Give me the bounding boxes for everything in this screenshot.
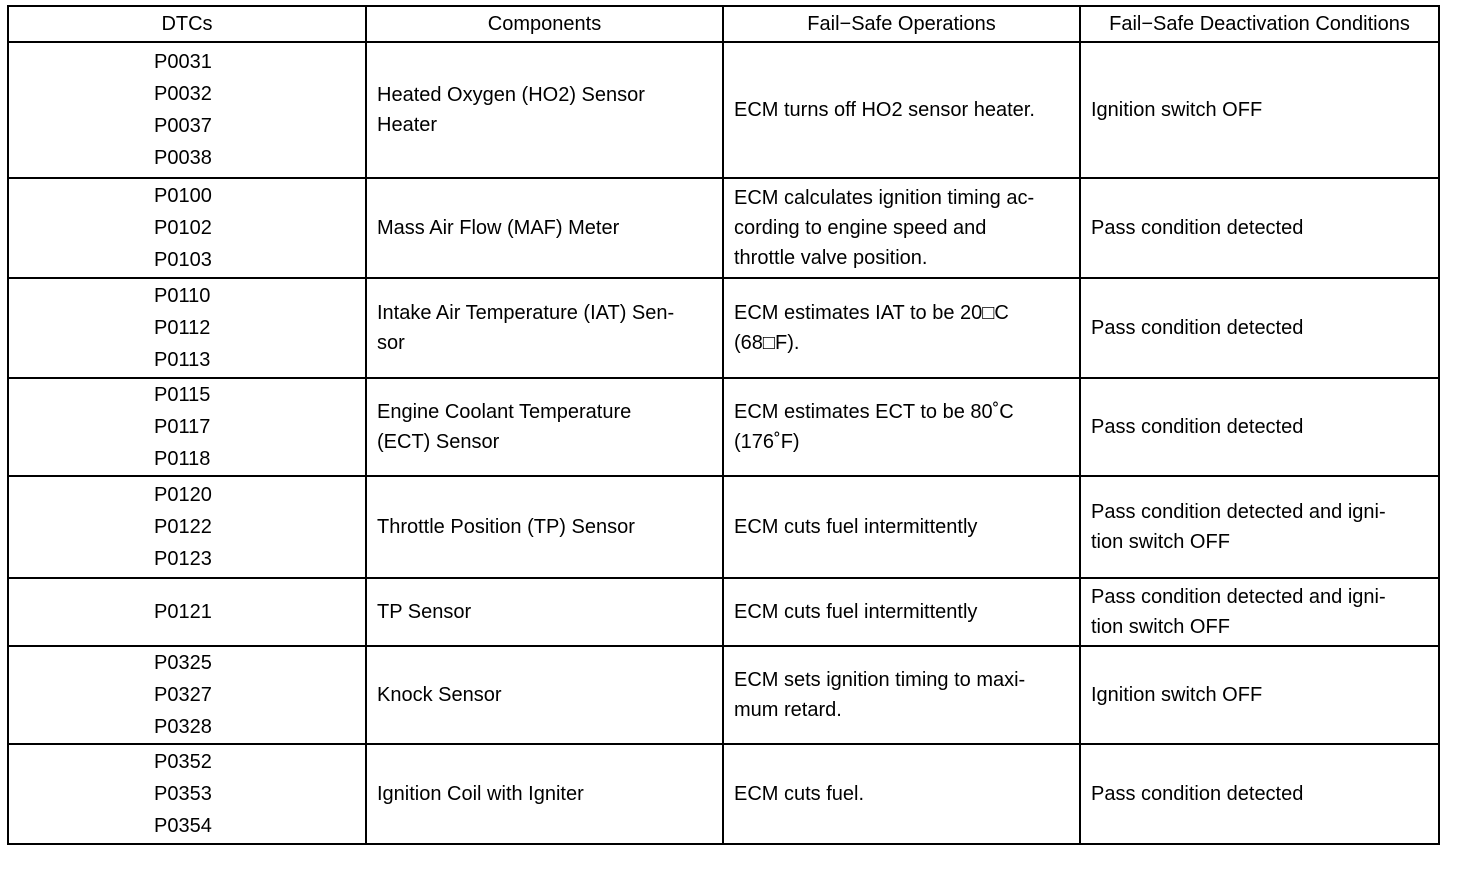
operation-cell	[723, 178, 1080, 278]
dtc-code: P0100	[154, 185, 212, 207]
component-cell	[366, 278, 723, 378]
operation-cell	[723, 578, 1080, 646]
dtc-cell	[8, 178, 366, 278]
operation-text: ECM calculates ignition timing ac- cording to engine speed and throttle valve position.	[734, 187, 1035, 269]
dtc-code: P0112	[154, 317, 211, 339]
deactivation-text: Pass condition detected	[1091, 317, 1304, 339]
deactivation-cell	[1080, 378, 1439, 476]
operation-cell	[723, 42, 1080, 178]
component-text: Knock Sensor	[377, 684, 502, 706]
deactivation-cell	[1080, 578, 1439, 646]
operation-cell	[723, 744, 1080, 844]
component-text: Mass Air Flow (MAF) Meter	[377, 217, 620, 239]
deactivation-text: Pass condition detected and igni- tion switch OFF	[1091, 586, 1386, 638]
component-text: Heated Oxygen (HO2) Sensor Heater	[377, 84, 645, 136]
dtc-cell	[8, 42, 366, 178]
deactivation-cell	[1080, 646, 1439, 744]
operation-text: ECM cuts fuel intermittently	[734, 601, 978, 623]
dtc-code: P0103	[154, 249, 212, 271]
component-cell	[366, 42, 723, 178]
operation-cell	[723, 278, 1080, 378]
deactivation-cell	[1080, 178, 1439, 278]
table-row	[8, 378, 1439, 476]
table-row	[8, 646, 1439, 744]
dtc-cell	[8, 278, 366, 378]
dtc-code: P0113	[154, 349, 211, 371]
dtc-code: P0032	[154, 83, 212, 105]
header-fail-safe-operations: Fail−Safe Operations	[723, 6, 1080, 42]
deactivation-text: Pass condition detected and igni- tion switch OFF	[1091, 501, 1386, 553]
table-row	[8, 476, 1439, 578]
dtc-code: P0353	[154, 783, 212, 805]
deactivation-cell	[1080, 42, 1439, 178]
component-text: Engine Coolant Temperature (ECT) Sensor	[377, 401, 632, 453]
table-row	[8, 278, 1439, 378]
dtc-cell	[8, 744, 366, 844]
deactivation-text: Pass condition detected	[1091, 416, 1304, 438]
table-row	[8, 578, 1439, 646]
header-fail-safe-deactivation-conditions: Fail−Safe Deactivation Conditions	[1080, 6, 1439, 42]
operation-text: ECM cuts fuel.	[734, 783, 865, 805]
deactivation-cell	[1080, 476, 1439, 578]
dtc-code: P0102	[154, 217, 212, 239]
component-cell	[366, 646, 723, 744]
deactivation-cell	[1080, 278, 1439, 378]
component-text: Intake Air Temperature (IAT) Sen- sor	[377, 302, 675, 354]
operation-cell	[723, 378, 1080, 476]
component-text: Ignition Coil with Igniter	[377, 783, 584, 805]
header-components: Components	[366, 6, 723, 42]
operation-text: ECM sets ignition timing to maxi- mum retard.	[734, 669, 1026, 721]
table-row	[8, 178, 1439, 278]
dtc-cell	[8, 578, 366, 646]
fail-safe-table	[7, 5, 1440, 845]
deactivation-text: Pass condition detected	[1091, 783, 1304, 805]
dtc-code: P0122	[154, 516, 212, 538]
dtc-code: P0123	[154, 548, 212, 570]
deactivation-text: Pass condition detected	[1091, 217, 1304, 239]
dtc-cell	[8, 378, 366, 476]
operation-cell	[723, 476, 1080, 578]
dtc-code: P0118	[154, 448, 211, 470]
component-cell	[366, 378, 723, 476]
dtc-code: P0038	[154, 147, 212, 169]
component-cell	[366, 178, 723, 278]
deactivation-cell	[1080, 744, 1439, 844]
operation-text: ECM estimates IAT to be 20□C (68□F).	[734, 302, 1009, 354]
component-text: TP Sensor	[377, 601, 472, 623]
operation-text: ECM cuts fuel intermittently	[734, 516, 978, 538]
dtc-code: P0354	[154, 815, 212, 837]
component-cell	[366, 578, 723, 646]
dtc-code: P0117	[154, 416, 211, 438]
dtc-code: P0121	[154, 601, 212, 623]
deactivation-text: Ignition switch OFF	[1091, 684, 1263, 706]
component-text: Throttle Position (TP) Sensor	[377, 516, 635, 538]
table-row	[8, 744, 1439, 844]
operation-text: ECM estimates ECT to be 80˚C (176˚F)	[734, 401, 1014, 453]
dtc-code: P0328	[154, 716, 212, 738]
dtc-code: P0031	[154, 51, 212, 73]
component-cell	[366, 744, 723, 844]
header-row	[8, 6, 1439, 42]
dtc-code: P0110	[154, 285, 211, 307]
dtc-code: P0120	[154, 484, 212, 506]
deactivation-text: Ignition switch OFF	[1091, 99, 1263, 121]
dtc-code: P0327	[154, 684, 212, 706]
operation-cell	[723, 646, 1080, 744]
dtc-cell	[8, 476, 366, 578]
operation-text: ECM turns off HO2 sensor heater.	[734, 99, 1035, 121]
dtc-cell	[8, 646, 366, 744]
dtc-code: P0037	[154, 115, 212, 137]
component-cell	[366, 476, 723, 578]
header-dtcs: DTCs	[8, 6, 366, 42]
dtc-code: P0325	[154, 652, 212, 674]
table-row	[8, 42, 1439, 178]
dtc-code: P0352	[154, 751, 212, 773]
dtc-code: P0115	[154, 384, 211, 406]
